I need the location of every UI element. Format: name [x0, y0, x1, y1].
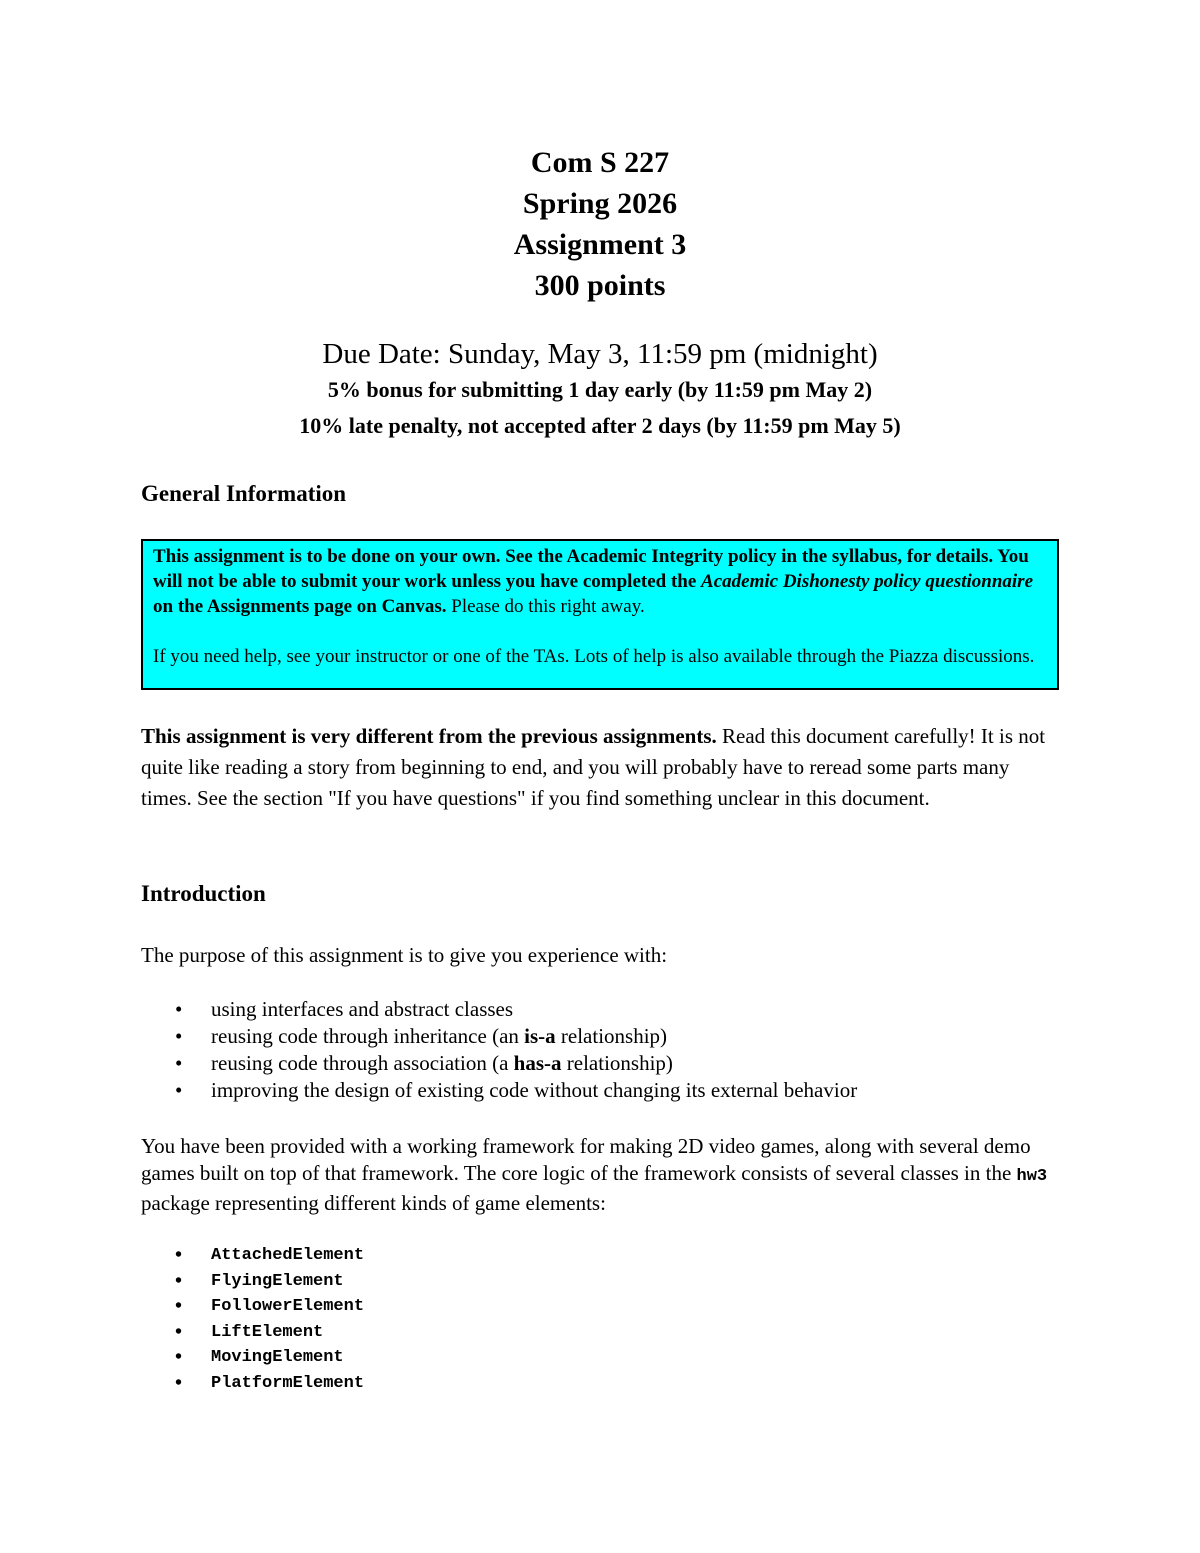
questionnaire-name: Academic Dishonesty policy questionnaire — [701, 571, 1034, 592]
list-item — [141, 1243, 364, 1269]
class-name: MovingElement — [211, 1348, 344, 1368]
list-item — [141, 1294, 364, 1320]
bullet-icon: • — [175, 1295, 183, 1318]
element-classes-list — [141, 1243, 364, 1397]
integrity-paragraph — [153, 544, 1047, 619]
bullet-icon: • — [175, 1024, 183, 1048]
list-item: • improving the design of existing code without changing its external behavior — [175, 1078, 858, 1102]
bullet-icon: • — [175, 1269, 183, 1292]
bullet-icon: • — [175, 1244, 183, 1266]
due-date: Due Date: Sunday, May 3, 11:59 pm (midnight) — [322, 338, 878, 370]
goals-list — [141, 996, 857, 1104]
reading-note-bold: This assignment is very different from the previous assignments. — [141, 724, 717, 748]
bullet-icon: • — [175, 1346, 183, 1369]
has-a-term: has-a — [513, 1051, 562, 1075]
assignment-title: Assignment 3 — [513, 228, 687, 261]
list-item: • reusing code through association (a has-a relationship) — [175, 1051, 673, 1075]
title-block — [0, 142, 1200, 306]
list-item — [141, 1345, 364, 1371]
class-name: PlatformElement — [211, 1373, 365, 1393]
framework-paragraph: You have been provided with a working framework for making 2D video games, along with several demo games built on top of that framework. The core logic of the framework consists of several classes in the hw3 package representing different kinds of game elements: — [141, 1134, 1048, 1215]
class-name: LiftElement — [211, 1322, 324, 1342]
list-item: • using interfaces and abstract classes — [175, 997, 514, 1021]
bullet-icon: • — [175, 997, 183, 1021]
introduction-heading: Introduction — [141, 881, 266, 906]
bullet-icon: • — [175, 1051, 183, 1075]
purpose-text: The purpose of this assignment is to give you experience with: — [141, 943, 668, 967]
help-paragraph: If you need help, see your instructor or one of the TAs. Lots of help is also available through the Piazza discussions. — [153, 646, 1035, 667]
bullet-icon: • — [175, 1320, 183, 1343]
bullet-icon: • — [175, 1371, 183, 1394]
late-penalty: 10% late penalty, not accepted after 2 days (by 11:59 pm May 5) — [299, 413, 901, 438]
points-title: 300 points — [534, 269, 666, 302]
deadline-block — [0, 336, 1200, 444]
is-a-term: is-a — [524, 1024, 556, 1048]
class-name: FlyingElement — [211, 1271, 344, 1291]
class-name: FollowerElement — [211, 1297, 365, 1317]
list-item — [141, 1269, 364, 1295]
course-title: Com S 227 — [530, 146, 670, 179]
class-name: AttachedElement — [211, 1246, 365, 1265]
reading-note-text: Read this document carefully! It is not quite like reading a story from beginning to end, and you will probably have to reread some parts many times. See the section "If you have questions" if you find something unclear in this document. — [141, 724, 1046, 810]
integrity-bold-text-a: This assignment is to be done on your own. See the Academic Integrity policy in the syllabus, for details. You will not be able to submit your work unless you have completed the — [153, 546, 1029, 592]
academic-integrity-notice — [141, 539, 1059, 690]
reading-note — [141, 721, 1061, 814]
term-title: Spring 2026 — [522, 187, 678, 220]
general-information-heading: General Information — [141, 481, 347, 506]
list-item — [141, 1320, 364, 1346]
integrity-bold-text-b: on the Assignments page on Canvas. — [153, 596, 447, 617]
package-name: hw3 — [1016, 1167, 1048, 1186]
integrity-plain-text: Please do this right away. — [446, 596, 645, 617]
early-bonus: 5% bonus for submitting 1 day early (by 11:59 pm May 2) — [327, 377, 873, 402]
bullet-icon: • — [175, 1078, 183, 1102]
list-item — [141, 1371, 364, 1397]
list-item: • reusing code through inheritance (an is-a relationship) — [175, 1024, 668, 1048]
